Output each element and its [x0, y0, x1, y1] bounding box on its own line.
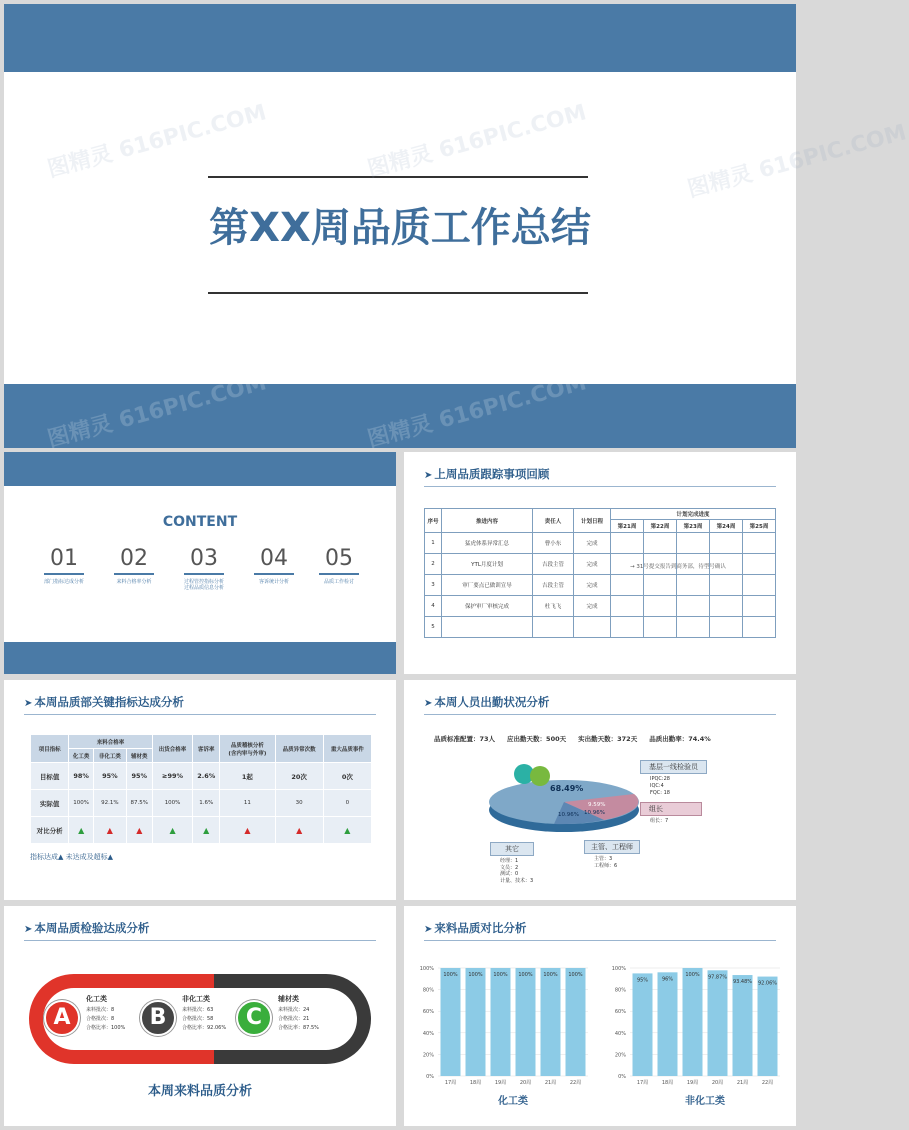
x-tick-label: 21周: [544, 1080, 557, 1086]
y-tick-label: 40%: [422, 1030, 434, 1037]
content-item-label: 品质工作检讨: [323, 579, 354, 585]
triangle-up-green-icon: ▲: [78, 825, 85, 835]
table-cell-week: [710, 596, 743, 617]
content-item: [239, 546, 309, 585]
content-item: [99, 546, 169, 585]
table-cell-item: 保护审厂审核完成: [442, 596, 533, 617]
col-plan: 计划日程: [574, 509, 611, 533]
attendance-slide: [404, 680, 796, 900]
title-underline: [424, 486, 776, 487]
inspection-category-name: 化工类: [86, 995, 107, 1003]
col-week: 第24周: [710, 520, 743, 533]
content-item-underline: [184, 573, 224, 575]
kpi-table: [30, 734, 372, 844]
table-row: [31, 763, 372, 790]
col-no: 序号: [425, 509, 442, 533]
kpi-cell: 100%: [152, 790, 192, 817]
kpi-cell-compare: [152, 817, 192, 844]
table-cell-week: [743, 533, 776, 554]
inspection-title: ➤ 本周品质检验达成分析: [24, 920, 149, 936]
callout-line: 计量、技术：3: [500, 877, 534, 884]
inspection-category: [236, 994, 346, 1044]
table-cell-owner: 杜飞飞: [533, 596, 574, 617]
table-cell-week: [710, 617, 743, 638]
y-tick-label: 80%: [422, 987, 434, 994]
content-heading: CONTENT: [162, 514, 238, 530]
inspection-category-name: 非化工类: [182, 995, 210, 1003]
kpi-title: ➤ 本周品质部关键指标达成分析: [24, 694, 184, 710]
table-row: [425, 596, 776, 617]
content-item-number: 04: [260, 546, 288, 571]
content-item-number: 02: [120, 546, 148, 571]
x-tick-label: 19周: [494, 1080, 507, 1086]
table-cell-owner: 曹小东: [533, 533, 574, 554]
x-tick-label: 19周: [686, 1080, 699, 1086]
table-cell-status: [574, 617, 611, 638]
cover-title: 第XX周品质工作总结: [209, 205, 591, 251]
kpi-col-incoming: 来料合格率: [69, 735, 153, 749]
callout-line: 组长：7: [650, 818, 669, 824]
kpi-cell: ≥99%: [152, 763, 192, 790]
table-cell-week: [677, 533, 710, 554]
cover-slide: [4, 4, 909, 448]
kpi-row-label: 实际值: [31, 790, 69, 817]
y-tick-label: 40%: [614, 1030, 626, 1037]
y-tick-label: 100%: [611, 966, 626, 972]
bar-data-label: 92.06%: [757, 980, 778, 987]
title-underline: [424, 714, 776, 715]
table-cell-week: [710, 533, 743, 554]
inspection-category-line: 合格比率：87.5%: [278, 1025, 319, 1031]
people-icon: [530, 766, 550, 786]
callout-line: FQC: 18: [650, 790, 670, 796]
bar-data-label: 95%: [636, 977, 649, 984]
bar-data-label: 96%: [661, 976, 674, 983]
kpi-sub-aux: 辅材类: [126, 749, 152, 763]
attendance-summary-item: 实出勤天数：372天: [578, 735, 638, 743]
pie-label-leader: 9.59%: [588, 802, 606, 808]
table-cell-week: [743, 617, 776, 638]
chart-chemical: [408, 958, 598, 1126]
callout-line: IPQC:28: [650, 776, 670, 782]
content-item-underline: [319, 573, 359, 575]
col-progress: 计划完成进度: [611, 509, 776, 520]
col-week: 第25周: [743, 520, 776, 533]
inspection-category-line: 合格比率：100%: [86, 1025, 126, 1031]
kpi-cell-compare: [126, 817, 152, 844]
x-tick-label: 22周: [761, 1080, 774, 1086]
content-item-label: 部门指标达成分析: [43, 579, 84, 585]
kpi-cell: 0: [323, 790, 371, 817]
col-week: 第22周: [644, 520, 677, 533]
kpi-col-major: 重大品质事件: [323, 735, 371, 763]
x-tick-label: 22周: [569, 1080, 582, 1086]
bar-data-label: 100%: [685, 972, 700, 978]
content-item-label: 客诉统计分析: [258, 579, 289, 585]
cover-top-rule: [208, 176, 588, 178]
table-cell-week: [677, 575, 710, 596]
watermark: 图精灵 616PIC.COM: [365, 100, 590, 183]
kpi-legend: 指标达成▲ 未达成及超标▲: [30, 853, 113, 861]
kpi-col-complaint: 客诉率: [193, 735, 220, 763]
triangle-up-red-icon: ▲: [244, 825, 251, 835]
table-row: [425, 575, 776, 596]
bar-data-label: 100%: [443, 972, 458, 978]
kpi-sub-nonchem: 非化工类: [94, 749, 127, 763]
kpi-cell: 0次: [323, 763, 371, 790]
kpi-col-item: 项目指标: [31, 735, 69, 763]
inspection-category: [44, 994, 154, 1044]
chart-title: 非化工类: [685, 1096, 725, 1107]
content-item-number: 03: [190, 546, 218, 571]
table-cell-week: [611, 617, 644, 638]
table-cell-item: [442, 617, 533, 638]
table-row: [425, 533, 776, 554]
callout-base: 基层一线检验员 IPQC:28 IQC:4 FQC: 18: [640, 760, 707, 797]
content-item: [169, 546, 239, 591]
bar: [733, 975, 753, 1076]
table-cell-week: [644, 596, 677, 617]
followup-slide: [404, 452, 796, 674]
y-tick-label: 20%: [422, 1052, 434, 1059]
table-cell-item: YTL月度计划: [442, 554, 533, 575]
kpi-cell: 11: [220, 790, 275, 817]
bar: [541, 968, 561, 1076]
table-cell-item: 审厂要点已做训宣导: [442, 575, 533, 596]
cover-bottom-band: [4, 384, 796, 448]
inspection-category-line: 合格批次：8: [86, 1016, 115, 1022]
table-cell-no: 4: [425, 596, 442, 617]
content-top-band: [4, 452, 396, 486]
bar: [566, 968, 586, 1076]
table-cell-week: [611, 575, 644, 596]
table-cell-week: [644, 533, 677, 554]
y-tick-label: 80%: [614, 987, 626, 994]
table-cell-week: [677, 617, 710, 638]
chart-nonchemical: [600, 958, 790, 1126]
kpi-cell-compare: [323, 817, 371, 844]
col-week: 第21周: [611, 520, 644, 533]
attendance-summary-item: 应出勤天数：500天: [507, 735, 567, 743]
watermark: 图精灵 616PIC.COM: [685, 120, 909, 203]
kpi-cell-compare: [220, 817, 275, 844]
table-cell-no: 1: [425, 533, 442, 554]
title-underline: [424, 940, 776, 941]
triangle-up-red-icon: ▲: [106, 825, 113, 835]
table-cell-item: 猛虎体系异常汇总: [442, 533, 533, 554]
y-tick-label: 20%: [614, 1052, 626, 1059]
x-tick-label: 20周: [711, 1080, 724, 1086]
callout-line: 主管：3: [594, 856, 613, 862]
kpi-col-ship: 出货合格率: [152, 735, 192, 763]
y-tick-label: 0%: [618, 1074, 626, 1080]
pie-label-other: 10.96%: [584, 810, 605, 816]
triangle-up-green-icon: ▲: [344, 825, 351, 835]
callout-other: 其它 经理：1 文员：2 测试：0 计量、技术：3: [490, 842, 534, 884]
chart-title: 化工类: [498, 1096, 528, 1107]
kpi-cell: 98%: [69, 763, 94, 790]
inspection-category-line: 来料批次：24: [278, 1007, 310, 1013]
table-row: [31, 817, 372, 844]
kpi-cell: 30: [275, 790, 323, 817]
bar: [441, 968, 461, 1076]
kpi-cell: 87.5%: [126, 790, 152, 817]
inspection-category-line: 合格比率：92.06%: [182, 1025, 227, 1031]
kpi-cell: 2.6%: [193, 763, 220, 790]
inspection-category-line: 合格批次：21: [278, 1016, 310, 1022]
kpi-row-label: 目标值: [31, 763, 69, 790]
col-owner: 责任人: [533, 509, 574, 533]
x-tick-label: 17周: [636, 1080, 649, 1086]
bar-data-label: 100%: [568, 972, 583, 978]
table-cell-week: [710, 575, 743, 596]
kpi-cell: 1.6%: [193, 790, 220, 817]
table-cell-status: 完成: [574, 533, 611, 554]
y-tick-label: 100%: [419, 966, 434, 972]
content-item-number: 01: [50, 546, 78, 571]
kpi-cell: 100%: [69, 790, 94, 817]
callout-leader: 组长 组长：7: [640, 802, 702, 825]
attendance-summary-item: 品质标准配置：73人: [434, 735, 496, 743]
cover-top-band: [4, 4, 796, 72]
kpi-cell: 95%: [94, 763, 127, 790]
followup-table: [424, 508, 776, 638]
table-cell-status: 完成: [574, 575, 611, 596]
inspection-category-line: 来料批次：8: [86, 1007, 115, 1013]
followup-note: → 31号提交报告到商务部，待型号确认: [630, 564, 726, 570]
attendance-summary-item: 品质出勤率：74.4%: [649, 735, 711, 743]
table-cell-no: 2: [425, 554, 442, 575]
table-cell-week: [644, 575, 677, 596]
title-underline: [24, 714, 376, 715]
table-cell-status: 完成: [574, 596, 611, 617]
table-cell-week: [743, 575, 776, 596]
kpi-cell-compare: [94, 817, 127, 844]
col-item: 推进内容: [442, 509, 533, 533]
inspection-slide: [4, 906, 396, 1126]
table-cell-owner: 吉段主管: [533, 575, 574, 596]
triangle-up-red-icon: ▲: [296, 825, 303, 835]
y-tick-label: 60%: [422, 1009, 434, 1016]
inspection-category-line: 合格批次：58: [182, 1016, 214, 1022]
followup-title: ➤ 上周品质跟踪事项回顾: [424, 466, 549, 482]
bar: [491, 968, 511, 1076]
table-cell-week: [677, 596, 710, 617]
table-row: [31, 790, 372, 817]
callout-line: 测试：0: [500, 871, 519, 877]
table-row: [425, 617, 776, 638]
letter-badge-icon: A: [44, 1000, 80, 1036]
kpi-cell-compare: [69, 817, 94, 844]
table-cell-week: [743, 596, 776, 617]
col-week: 第23周: [677, 520, 710, 533]
content-item: [29, 546, 99, 585]
callout-line: 经理：1: [500, 858, 519, 864]
content-slide: [4, 452, 396, 674]
table-cell-week: [611, 596, 644, 617]
letter-badge-icon: C: [236, 1000, 272, 1036]
kpi-sub-chem: 化工类: [69, 749, 94, 763]
table-cell-no: 3: [425, 575, 442, 596]
x-tick-label: 21周: [736, 1080, 749, 1086]
y-tick-label: 0%: [426, 1074, 434, 1080]
kpi-cell: 92.1%: [94, 790, 127, 817]
content-item-underline: [114, 573, 154, 575]
attendance-pie: [484, 752, 654, 842]
kpi-cell: 20次: [275, 763, 323, 790]
kpi-cell: 95%: [126, 763, 152, 790]
y-tick-label: 60%: [614, 1009, 626, 1016]
x-tick-label: 20周: [519, 1080, 532, 1086]
compare-title: ➤ 来料品质对比分析: [424, 920, 526, 936]
bar: [658, 972, 678, 1076]
triangle-up-green-icon: ▲: [169, 825, 176, 835]
inspection-category-line: 来料批次：63: [182, 1007, 214, 1013]
bar: [683, 968, 703, 1076]
kpi-col-audit: 品质稽核分析 (含内审与外审): [220, 735, 275, 763]
kpi-row-label: 对比分析: [31, 817, 69, 844]
x-tick-label: 18周: [469, 1080, 482, 1086]
kpi-slide: [4, 680, 396, 900]
bar: [516, 968, 536, 1076]
callout-line: 工程师：6: [594, 863, 618, 869]
bar: [633, 973, 653, 1076]
attendance-summary: [434, 734, 723, 743]
triangle-up-red-icon: ▲: [136, 825, 143, 835]
watermark: 图精灵 616PIC.COM: [45, 100, 270, 183]
bar-data-label: 100%: [543, 972, 558, 978]
inspection-category: [140, 994, 250, 1044]
letter-badge-icon: B: [140, 1000, 176, 1036]
x-tick-label: 18周: [661, 1080, 674, 1086]
table-cell-week: [644, 617, 677, 638]
content-bottom-band: [4, 642, 396, 674]
bar-data-label: 93.48%: [732, 979, 753, 986]
kpi-cell: 1起: [220, 763, 275, 790]
kpi-cell-compare: [193, 817, 220, 844]
callout-line: IQC:4: [650, 783, 664, 789]
bar-data-label: 100%: [493, 972, 508, 978]
kpi-cell-compare: [275, 817, 323, 844]
table-cell-week: [611, 533, 644, 554]
table-cell-week: [743, 554, 776, 575]
bar: [466, 968, 486, 1076]
inspection-category-name: 辅材类: [278, 995, 299, 1003]
bar-data-label: 100%: [518, 972, 533, 978]
content-item-underline: [44, 573, 84, 575]
content-item-underline: [254, 573, 294, 575]
table-cell-owner: [533, 617, 574, 638]
content-item-number: 05: [325, 546, 353, 571]
bar-data-label: 100%: [468, 972, 483, 978]
triangle-up-green-icon: ▲: [203, 825, 210, 835]
table-cell-no: 5: [425, 617, 442, 638]
content-item-label: 来料合格率分析: [116, 579, 152, 585]
bar: [758, 977, 778, 1076]
inspection-footer: 本周来料品质分析: [147, 1084, 252, 1099]
x-tick-label: 17周: [444, 1080, 457, 1086]
table-cell-status: 完成: [574, 554, 611, 575]
pie-label-manager: 10.96%: [558, 812, 579, 818]
cover-bottom-rule: [208, 292, 588, 294]
table-cell-owner: 吉段主管: [533, 554, 574, 575]
pie-label-base: 68.49%: [550, 784, 584, 793]
attendance-title: ➤ 本周人员出勤状况分析: [424, 694, 549, 710]
bar: [708, 970, 728, 1076]
bar-data-label: 97.87%: [707, 974, 728, 981]
content-item: [304, 546, 374, 585]
content-item-label: 过程管控指标分析 过程品质信息分析: [183, 579, 224, 591]
callout-line: 文员：2: [500, 864, 519, 871]
compare-slide: [404, 906, 796, 1126]
kpi-col-abnormal: 品质异常次数: [275, 735, 323, 763]
callout-manager: 主管、工程师 主管：3 工程师：6: [584, 840, 640, 870]
title-underline: [24, 940, 376, 941]
